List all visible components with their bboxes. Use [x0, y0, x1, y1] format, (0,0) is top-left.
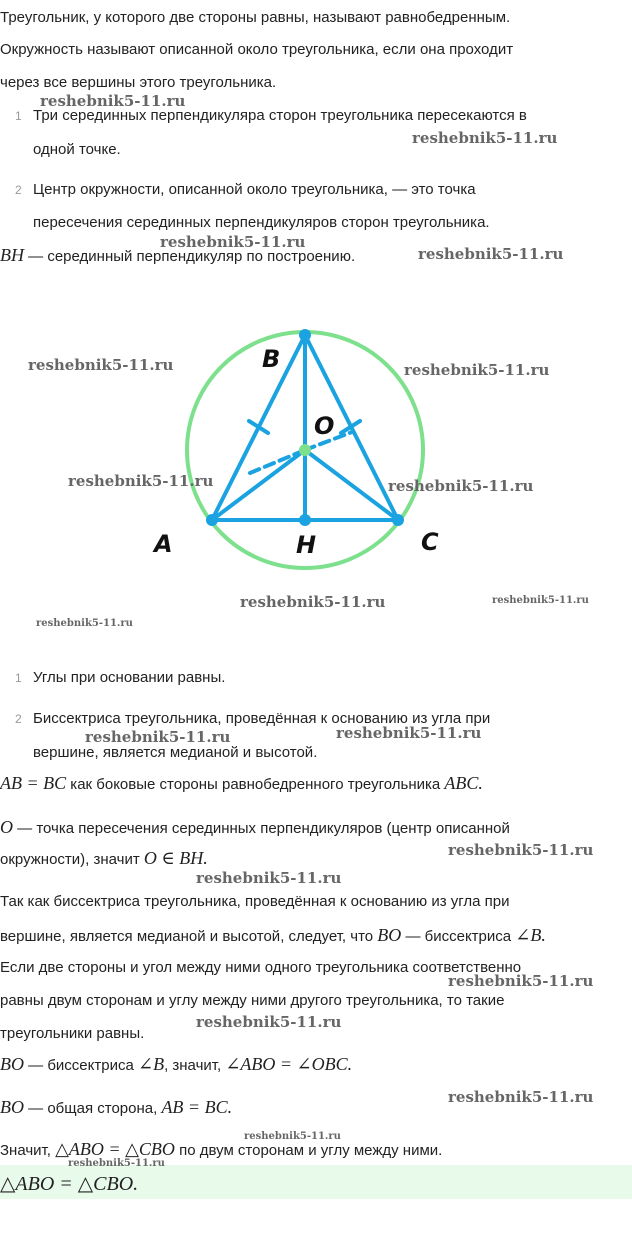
common-side: [0, 1097, 232, 1119]
eq-ab-bc: [0, 773, 483, 795]
math-bo: BO: [0, 1054, 24, 1074]
watermark: reshebnik5-11.ru: [448, 972, 594, 990]
definition-circumscribed-line1: Окружность называют описанной около треугольника, если она проходит: [0, 41, 514, 58]
watermark: reshebnik5-11.ru: [196, 1013, 342, 1031]
conclusion: [0, 1139, 442, 1161]
property-number: 2: [15, 712, 22, 726]
definition-circumscribed-line2: через все вершины этого треугольника.: [0, 74, 277, 91]
bisector-statement-line1: Так как биссектриса треугольника, проведённая к основанию из угла при: [0, 893, 510, 910]
theorem-2-line1: Центр окружности, описанной около треугольника, — это точка: [33, 181, 476, 198]
center-o-point: [299, 444, 311, 456]
theorem-1-line2: одной точке.: [33, 141, 121, 158]
angle-text2: , значит,: [164, 1057, 226, 1074]
conclusion-text: Значит,: [0, 1142, 56, 1159]
sas-rule-line2: равны двум сторонам и углу между ними другого треугольника, то такие: [0, 992, 505, 1009]
watermark: reshebnik5-11.ru: [28, 356, 174, 374]
watermark: reshebnik5-11.ru: [68, 472, 214, 490]
math-bh: BH: [0, 245, 24, 265]
watermark: reshebnik5-11.ru: [448, 841, 594, 859]
math-angle-eq: ∠ABO = ∠OBC.: [225, 1054, 353, 1074]
vertex-c-point: [392, 514, 404, 526]
math-angle-b: ∠B.: [515, 925, 546, 945]
watermark: reshebnik5-11.ru: [412, 129, 558, 147]
angle-text: — биссектриса: [24, 1057, 138, 1074]
answer-formula: △ABO = △CBO.: [0, 1173, 139, 1195]
watermark: reshebnik5-11.ru: [85, 728, 231, 746]
math-ab-bc: AB = BC: [0, 773, 67, 793]
sas-rule-line1: Если две стороны и угол между ними одного треугольника соответственно: [0, 959, 522, 976]
point-h: [299, 514, 311, 526]
property-base-angles: Углы при основании равны.: [33, 669, 226, 686]
watermark: reshebnik5-11.ru: [240, 593, 386, 611]
conclusion-tail: по двум сторонам и углу между ними.: [174, 1142, 443, 1159]
watermark: reshebnik5-11.ru: [388, 477, 534, 495]
math-abc: ABC.: [444, 773, 483, 793]
watermark: reshebnik5-11.ru: [448, 1088, 594, 1106]
o-statement-text2: окружности), значит: [0, 851, 144, 868]
watermark: reshebnik5-11.ru: [244, 1131, 341, 1142]
watermark: reshebnik5-11.ru: [36, 618, 133, 629]
math-bo: BO: [0, 1097, 24, 1117]
theorem-2-line2: пересечения серединных перпендикуляров сторон треугольника.: [33, 214, 490, 231]
property-number: 1: [15, 671, 22, 685]
theorem-number: 2: [15, 183, 22, 197]
watermark: reshebnik5-11.ru: [68, 1158, 165, 1169]
label-h: H: [296, 531, 317, 559]
o-statement-line1: [0, 817, 510, 839]
label-o: O: [314, 412, 335, 440]
watermark: reshebnik5-11.ru: [160, 233, 306, 251]
theorem-1-line1: Три серединных перпендикуляра сторон треугольника пересекаются в: [33, 107, 527, 124]
watermark: reshebnik5-11.ru: [40, 92, 186, 110]
segment-co: [305, 450, 398, 520]
eq-ab-bc-text: как боковые стороны равнобедренного треугольника: [66, 776, 445, 793]
math-o: O: [0, 817, 13, 837]
bh-statement-text: — серединный перпендикуляр по построению.: [24, 248, 356, 265]
vertex-a-point: [206, 514, 218, 526]
watermark: reshebnik5-11.ru: [492, 595, 589, 606]
vertex-b-point: [299, 329, 311, 341]
label-a: A: [154, 530, 173, 558]
label-c: C: [421, 528, 439, 556]
bisector-text: вершине, является медианой и высотой, следует, что: [0, 928, 378, 945]
bisector-mid: — биссектриса: [401, 928, 516, 945]
o-statement-text: — точка пересечения серединных перпендикуляров (центр описанной: [13, 820, 510, 837]
triangle-figure: [0, 300, 632, 590]
property-bisector-line1: Биссектриса треугольника, проведённая к основанию из угла при: [33, 710, 491, 727]
watermark: reshebnik5-11.ru: [336, 724, 482, 742]
label-b: B: [262, 345, 281, 373]
theorem-number: 1: [15, 109, 22, 123]
math-ab-bc: AB = BC.: [161, 1097, 233, 1117]
math-bo: BO: [377, 925, 402, 945]
math-o-in-bh: O ∈ BH.: [143, 848, 208, 868]
definition-isosceles: Треугольник, у которого две стороны равны, называют равнобедренным.: [0, 9, 511, 26]
common-side-text: — общая сторона,: [24, 1100, 162, 1117]
sas-rule-line3: треугольники равны.: [0, 1025, 145, 1042]
watermark: reshebnik5-11.ru: [196, 869, 342, 887]
o-statement-line2: [0, 848, 208, 870]
math-triangles-equal: △ABO = △CBO: [55, 1139, 175, 1159]
bisector-statement-line2: [0, 925, 546, 947]
angle-equality: [0, 1054, 352, 1076]
property-bisector-line2: вершине, является медианой и высотой.: [33, 744, 318, 761]
watermark: reshebnik5-11.ru: [404, 361, 550, 379]
math-angle-b: ∠B: [137, 1054, 165, 1074]
segment-ao: [212, 450, 305, 520]
watermark: reshebnik5-11.ru: [418, 245, 564, 263]
